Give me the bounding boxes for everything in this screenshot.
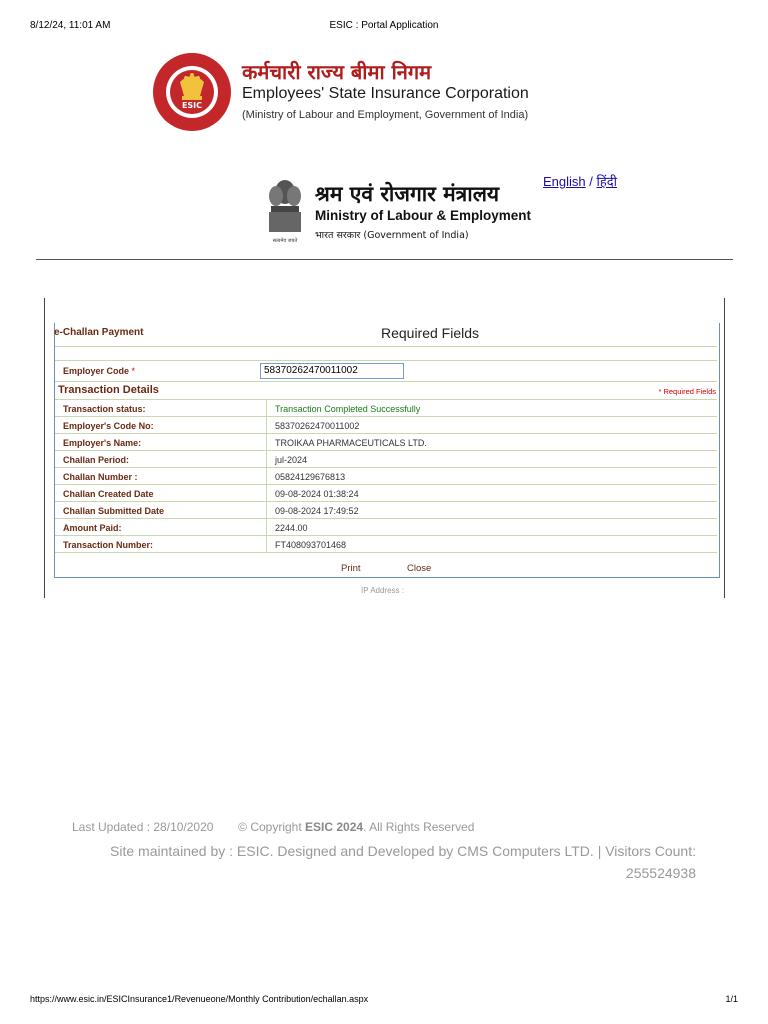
table-row: [55, 417, 717, 434]
row-label: Employer's Name:: [63, 438, 142, 448]
table-row: [55, 502, 717, 519]
last-updated: Last Updated : 28/10/2020: [72, 820, 214, 834]
esic-english-name: Employees' State Insurance Corporation: [242, 85, 529, 102]
row-label: Amount Paid:: [63, 523, 122, 533]
copyright-prefix: © Copyright: [238, 820, 306, 834]
row-value: 58370262470011002: [275, 421, 360, 431]
esic-ministry-note: (Ministry of Labour and Employment, Government of India): [242, 109, 529, 121]
footer-line-2: [78, 840, 696, 884]
row-value: FT408093701468: [275, 540, 347, 550]
divider: [55, 381, 717, 382]
table-row: [55, 468, 717, 485]
table-row: [55, 400, 717, 417]
print-page-title: ESIC : Portal Application: [329, 20, 439, 31]
row-value: 09-08-2024 01:38:24: [275, 489, 359, 499]
required-fields-heading: Required Fields: [380, 325, 480, 341]
emblem-caption: सत्यमेव जयते: [272, 238, 298, 244]
row-value: Transaction Completed Successfully: [275, 404, 421, 414]
table-row: [55, 451, 717, 468]
language-english-link[interactable]: English: [543, 174, 586, 189]
divider: [55, 346, 717, 347]
required-fields-note: * Required Fields: [658, 387, 716, 396]
row-label: Challan Period:: [63, 455, 130, 465]
employer-code-label: Employer Code *: [63, 366, 136, 376]
row-label: Employer's Code No:: [63, 421, 154, 431]
ministry-english-name: Ministry of Labour & Employment: [315, 208, 532, 223]
print-datetime: 8/12/24, 11:01 AM: [30, 20, 111, 31]
copyright-brand: ESIC 2024: [305, 820, 364, 834]
copyright-suffix: . All Rights Reserved: [363, 820, 475, 834]
row-value: 05824129676813: [275, 472, 346, 482]
content-frame-left: [44, 298, 45, 598]
row-divider: [55, 552, 717, 553]
language-hindi-link[interactable]: हिंदी: [596, 174, 618, 189]
transaction-details-title: Transaction Details: [58, 384, 159, 396]
site-maintained: Site maintained by : ESIC. Designed and Developed by CMS Computers LTD. | Visitors Count:: [110, 843, 696, 859]
national-emblem-icon: [262, 174, 308, 246]
required-star: *: [131, 366, 136, 376]
row-value: TROIKAA PHARMACEUTICALS LTD.: [275, 438, 427, 448]
table-row: [55, 434, 717, 451]
row-value: 09-08-2024 17:49:52: [275, 506, 359, 516]
column-separator: [266, 400, 267, 553]
footer-line-1: [72, 820, 474, 834]
close-button[interactable]: Close: [407, 563, 432, 574]
esic-hindi-name: कर्मचारी राज्य बीमा निगम: [242, 60, 432, 84]
table-row: [55, 536, 717, 553]
table-row: [55, 519, 717, 536]
esic-logo-icon: [152, 52, 232, 132]
row-label: Transaction Number:: [63, 540, 154, 550]
echallan-title: e-Challan Payment: [54, 327, 144, 338]
government-of-india: भारत सरकार (Government of India): [315, 230, 469, 241]
ip-address: IP Address :: [361, 586, 404, 595]
row-value: 2244.00: [275, 523, 308, 533]
row-label: Challan Created Date: [63, 489, 154, 499]
row-label: Transaction status:: [63, 404, 146, 414]
table-row: [55, 485, 717, 502]
language-switcher: [543, 172, 617, 190]
print-button[interactable]: Print: [341, 563, 361, 574]
ministry-hindi-name: श्रम एवं रोजगार मंत्रालय: [315, 182, 500, 206]
svg-text:ESIC: ESIC: [181, 101, 203, 110]
employer-code-input[interactable]: 58370262470011002: [260, 363, 404, 379]
print-url: https://www.esic.in/ESICInsurance1/Revenueone/Monthly Contribution/echallan.aspx: [30, 994, 369, 1004]
row-label: Challan Submitted Date: [63, 506, 165, 516]
content-frame-right: [724, 298, 725, 598]
row-value: jul-2024: [275, 455, 308, 465]
header-divider: [36, 259, 733, 260]
language-separator: /: [585, 174, 597, 189]
print-page-number: 1/1: [725, 994, 738, 1004]
visitors-count: 255524938: [625, 865, 696, 881]
divider: [55, 360, 717, 361]
row-label: Challan Number :: [63, 472, 138, 482]
